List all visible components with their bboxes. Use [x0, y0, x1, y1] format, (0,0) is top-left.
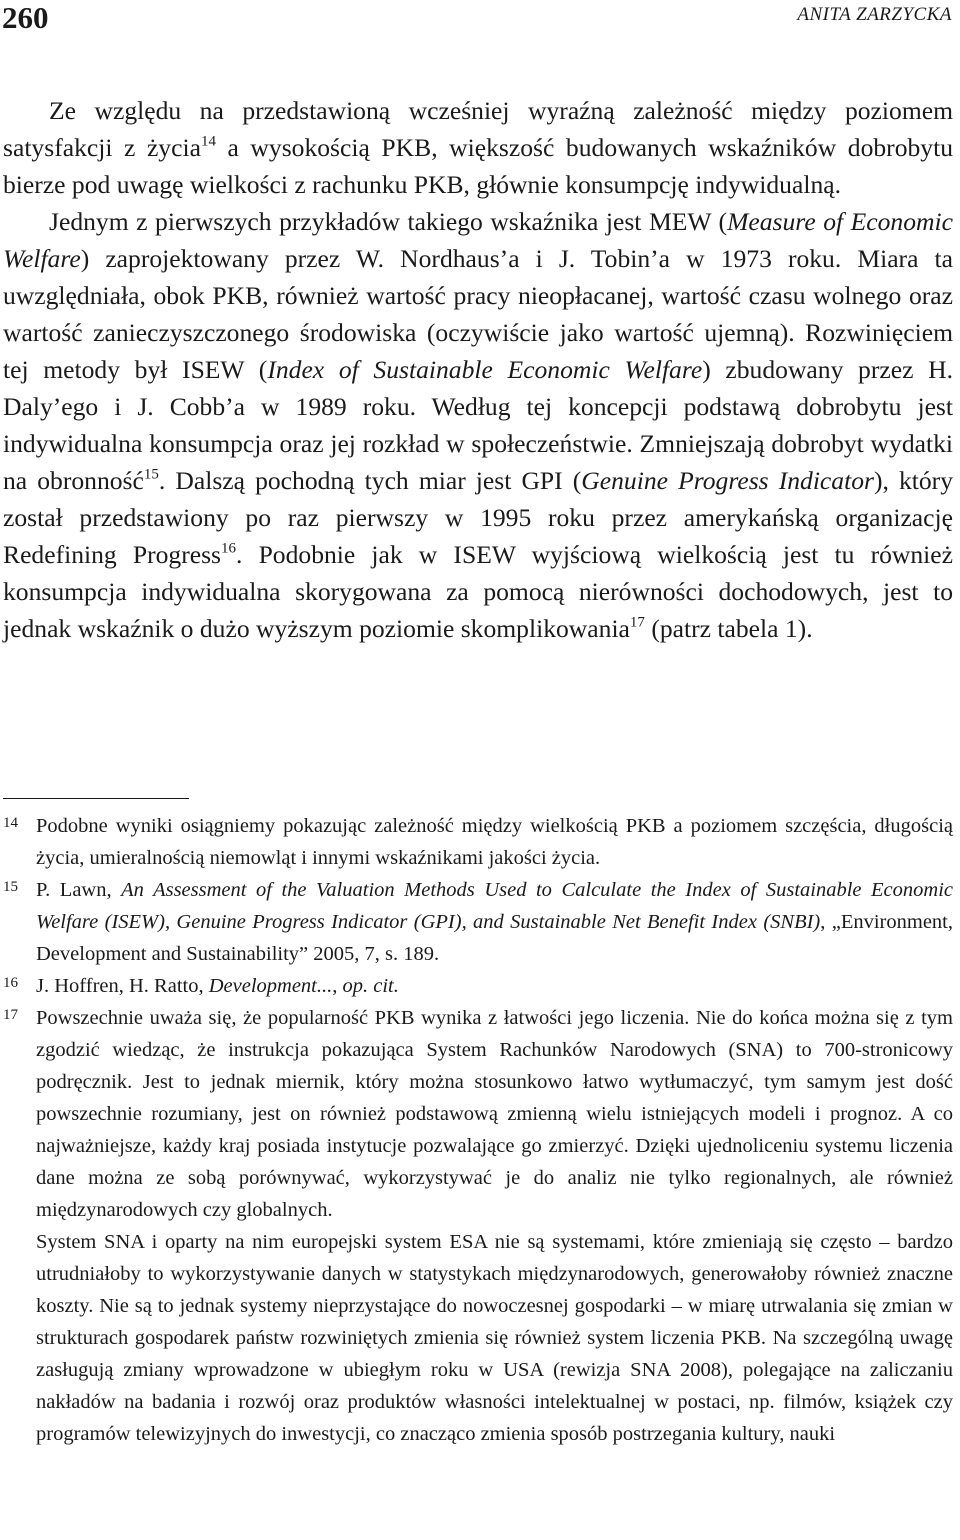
running-head-author: ANITA ZARZYCKA	[797, 4, 952, 25]
page-header	[0, 0, 960, 40]
page-number: 260	[2, 0, 49, 35]
footnote-number: 16	[3, 975, 18, 991]
main-text	[3, 92, 953, 647]
footnote-number: 17	[3, 1007, 18, 1023]
term-gpi: Genuine Progress Indicator	[581, 466, 874, 495]
footnote-ref-14: 14	[200, 133, 216, 150]
footnote-ref-15: 15	[143, 466, 159, 483]
footnotes	[3, 810, 953, 1450]
footnote-number: 15	[3, 879, 18, 895]
footnote-16: 16 J. Hoffren, H. Ratto, Development..., op. cit.	[3, 970, 953, 1002]
footnote-ref-16: 16	[221, 540, 237, 557]
footnote-15: 15 P. Lawn, An Assessment of the Valuation Methods Used to Calculate the Index of Sustainable Economic Welfare (ISEW), Genuine Progress Indicator (GPI), and Sustainable Net Benefit Index (SNBI), „Environment, Development and Sustainability” 2005, 7, s. 189.	[3, 874, 953, 970]
term-isew: Index of Sustainable Economic Welfare	[267, 355, 703, 384]
footnote-number: 14	[3, 815, 18, 831]
term-mew: Measure of Economic Welfare	[3, 207, 953, 273]
footnote-14: 14 Podobne wyniki osiągniemy pokazując zależność między wielkością PKB a poziomem szczęścia, długością życia, umieralnością niemowląt i innymi wskaźnikami jakości życia.	[3, 810, 953, 874]
cited-title: An Assessment of the Valuation Methods Used to Calculate the Index of Sustainable Economic Welfare (ISEW), Genuine Progress Indicator (GPI), and Sustainable Net Benefit Index (SNBI)	[36, 879, 954, 933]
footnote-17: 17 Powszechnie uważa się, że popularność PKB wynika z łatwości jego liczenia. Nie do końca można się z tym zgodzić wiedząc, że instrukcja pokazująca System Rachunków Narodowych (SNA) to 700-stronicowy podręcznik. Jest to jednak miernik, który można stosunkowo łatwo wytłumaczyć, tym samym jest dość powszechnie rozumiany, jest on również podstawową zmienną wielu istniejących modeli i prognoz. A co najważniejsze, każdy kraj posiada instytucje pozwalające go zmierzyć. Dzięki ujednoliceniu systemu liczenia dane można ze sobą porównywać, wykorzystywać je do analiz nie tylko regionalnych, ale również międzynarodowych czy globalnych.	[3, 1002, 953, 1226]
paragraph-1: Ze względu na przedstawioną wcześniej wyraźną zależność między poziomem satysfakcji z życia$^{14}$ a wysokością PKB, większość budowanych wskaźników dobrobytu bierze pod uwagę wielkości z rachunku PKB, głównie konsumpcję indywidualną.	[3, 96, 953, 199]
footnote-ref-17: 17	[629, 614, 645, 631]
footnote-17-continued: System SNA i oparty na nim europejski system ESA nie są systemami, które zmieniają się często – bardzo utrudniałoby to wykorzystywanie danych w statystykach międzynarodowych, generowałoby również znaczne koszty. Nie są to jednak systemy nieprzystające do nowoczesnej gospodarki – w miarę utrwalania się zmian w strukturach gospodarek państw rozwiniętych zmienia się również system liczenia PKB. Na szczególną uwagę zasługują zmiany wprowadzone w ubiegłym roku w USA (rewizja SNA 2008), polegające na zaliczaniu nakładów na badania i rozwój oraz produktów własności intelektualnej w postaci, np. filmów, książek czy programów telewizyjnych do inwestycji, co znacząco zmienia sposób postrzegania kultury, nauki	[36, 1231, 953, 1445]
cited-title: Development...	[208, 975, 333, 997]
paragraph-2: Jednym z pierwszych przykładów takiego wskaźnika jest MEW (Measure of Economic Welfare) zaprojektowany przez W. Nordhaus’a i J. Tobin’a w 1973 roku. Miara ta uwzględniała, obok PKB, również wartość pracy nieopłacanej, wartość czasu wolnego oraz wartość zanieczyszczonego środowiska (oczywiście jako wartość ujemną). Rozwinięciem tej metody był ISEW (Index of Sustainable Economic Welfare) zbudowany przez H. Daly’ego i J. Cobb’a w 1989 roku. Według tej koncepcji podstawą dobrobytu jest indywidualna konsumpcja oraz jej rozkład w społeczeństwie. Zmniejszają dobrobyt wydatki na obronność$^{15}$. Dalszą pochodną tych miar jest GPI (Genuine Progress Indicator), który został przedstawiony po raz pierwszy w 1995 roku przez amerykańską organizację Redefining Progress$^{16}$. Podobnie jak w ISEW wyjściową wielkością jest tu również konsumpcja indywidualna skorygowana za pomocą nierówności dochodowych, jest to jednak wskaźnik o dużo wyższym poziomie skomplikowania$^{17}$ (patrz tabela 1).	[3, 207, 954, 643]
op-cit: op. cit.	[342, 975, 399, 997]
footnote-separator	[3, 798, 189, 799]
